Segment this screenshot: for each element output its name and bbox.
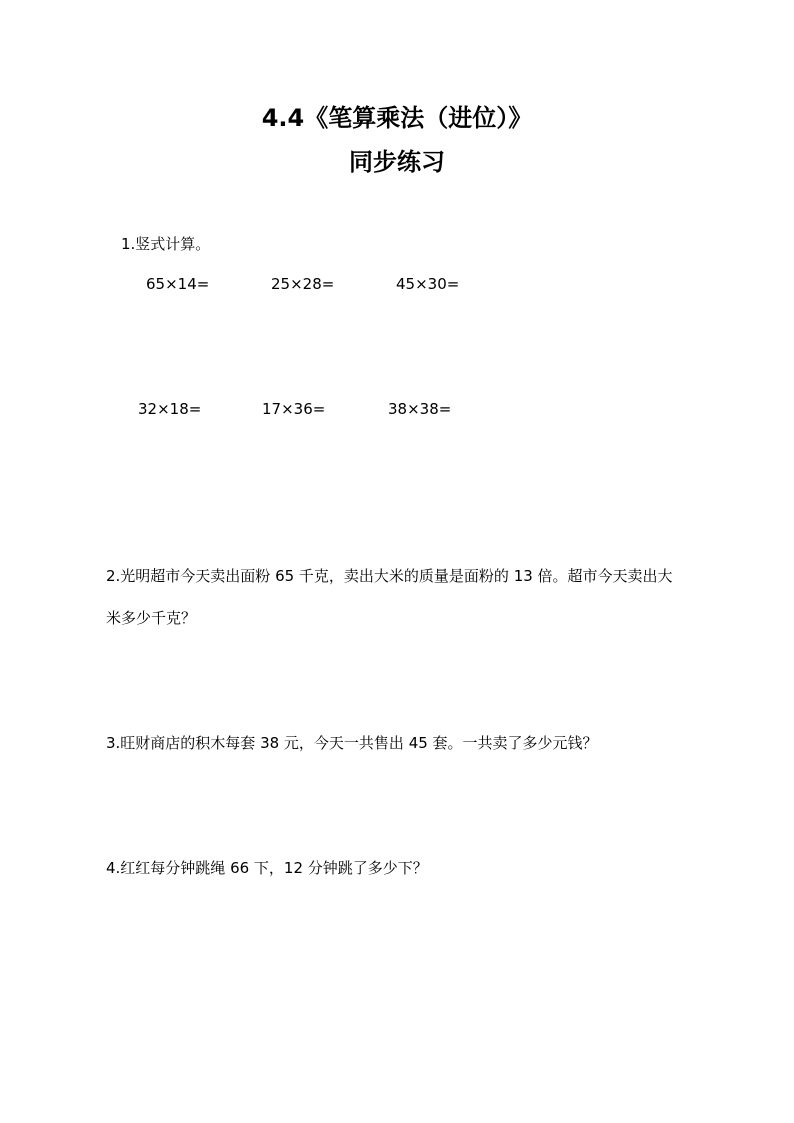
expression-38x38: 38×38= <box>388 400 452 418</box>
question-2-line-2: 米多少千克？ <box>106 609 197 627</box>
page-title: 4.4《笔算乘法（进位）》 <box>261 104 533 132</box>
page-subtitle: 同步练习 <box>349 148 445 176</box>
question-2-line-1: 2.光明超市今天卖出面粉 65 千克，卖出大米的质量是面粉的 13 倍。超市今天卖出大 <box>106 567 673 585</box>
question-1-heading: 1.竖式计算。 <box>121 235 211 253</box>
expression-32x18: 32×18= <box>138 400 202 418</box>
expression-25x28: 25×28= <box>271 275 335 293</box>
expression-65x14: 65×14= <box>146 275 210 293</box>
expression-17x36: 17×36= <box>262 400 326 418</box>
question-4-text: 4.红红每分钟跳绳 66 下，12 分钟跳了多少下？ <box>106 859 428 877</box>
question-3-text: 3.旺财商店的积木每套 38 元，今天一共售出 45 套。一共卖了多少元钱？ <box>106 734 598 752</box>
expression-45x30: 45×30= <box>396 275 460 293</box>
